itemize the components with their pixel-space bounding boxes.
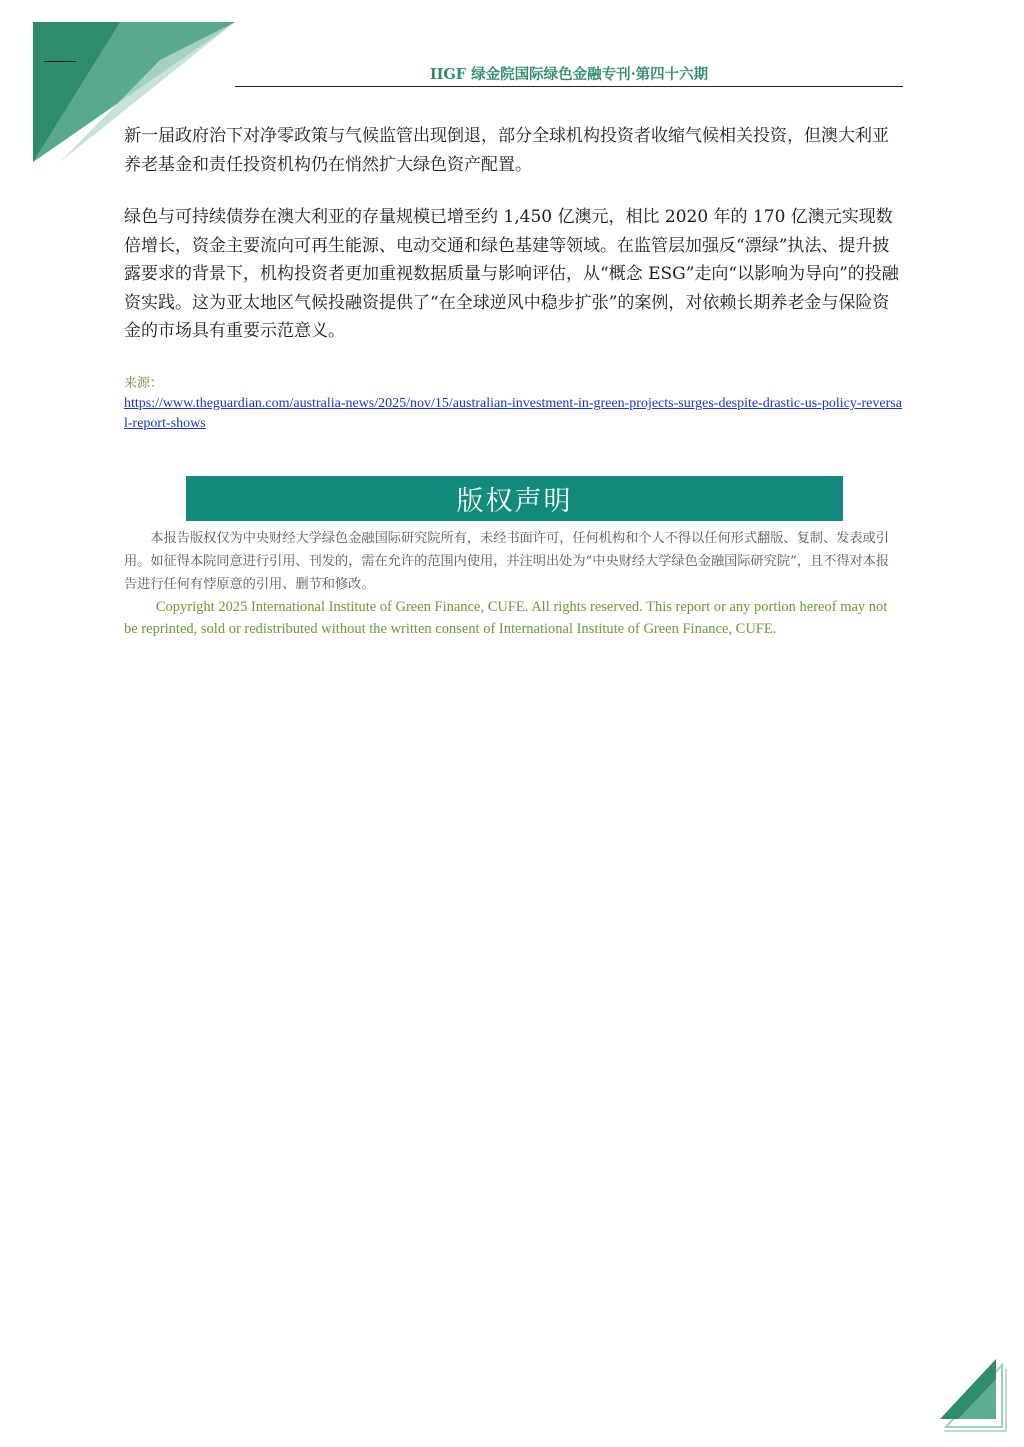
- copyright-title: 版权声明: [456, 486, 573, 517]
- copyright-banner: [186, 476, 843, 521]
- source-link[interactable]: https://www.theguardian.com/australia-news/2025/nov/15/australian-investment-in-green-projects-surges-despite-drastic-us-policy-reversal-report-shows: [124, 396, 902, 431]
- article-paragraph-2: 绿色与可持续债券在澳大利亚的存量规模已增至约 1,450 亿澳元，相比 2020 年的 170 亿澳元实现数倍增长，资金主要流向可再生能源、电动交通和绿色基建等领域。在监管层加强反“漂绿”执法、提升披露要求的背景下，机构投资者更加重视数据质量与影响评估，从“概念 ESG”走向“以影响为导向”的投融资实践。这为亚太地区气候投融资提供了“在全球逆风中稳步扩张”的案例，对依赖长期养老金与保险资金的市场具有重要示范意义。: [124, 207, 899, 341]
- header-dash: [44, 61, 76, 62]
- header-title: IIGF 绿金院国际绿色金融专刊·第四十六期: [429, 66, 709, 83]
- article-paragraph-1: 新一届政府治下对净零政策与气候监管出现倒退，部分全球机构投资者收缩气候相关投资，但澳大利亚养老基金和责任投资机构仍在悄然扩大绿色资产配置。: [124, 126, 889, 175]
- header-rule: [235, 86, 903, 87]
- copyright-notice-cn: 本报告版权仅为中央财经大学绿色金融国际研究院所有，未经书面许可，任何机构和个人不得以任何形式翻版、复制、发表或引用。如征得本院同意进行引用、刊发的，需在允许的范围内使用，并注明出处为“中央财经大学绿色金融国际研究院”，且不得对本报告进行任何有悖原意的引用、删节和修改。: [124, 531, 890, 592]
- corner-decoration-bottom-right: [938, 1357, 1010, 1435]
- copyright-notice-en: Copyright 2025 International Institute of Green Finance, CUFE. All rights reserved. This report or any portion hereof may not be reprinted, sold or redistributed without the written consent of International Institute of Green Finance, CUFE.: [124, 599, 888, 637]
- source-label: 来源：: [124, 376, 164, 391]
